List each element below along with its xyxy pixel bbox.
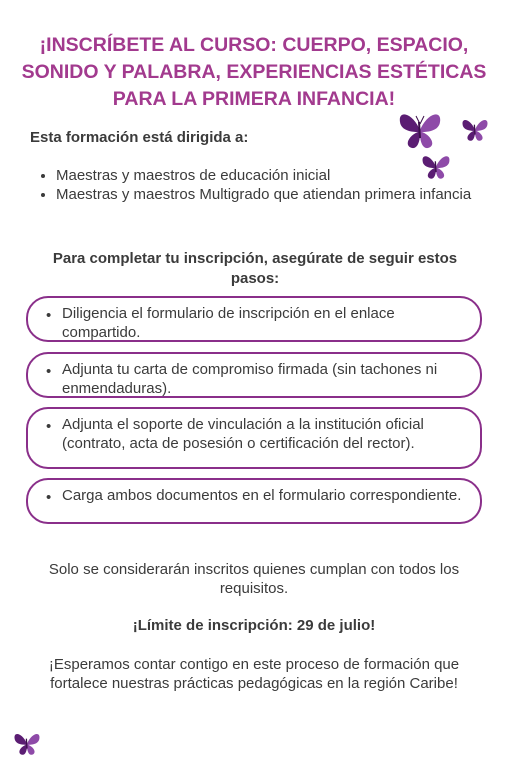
bullet-icon: • (46, 418, 52, 435)
step-text: Diligencia el formulario de inscripción en el enlace compartido. (62, 305, 395, 341)
bullet-icon: • (46, 307, 52, 324)
closing-text: ¡Esperamos contar contigo en este proceso de formación que fortalece nuestras prácticas pedagógicas en la región Caribe! (48, 656, 460, 692)
step-item (26, 407, 482, 469)
step-text: Adjunta el soporte de vinculación a la institución oficial (contrato, acta de posesión o certificación del rector). (62, 416, 424, 452)
requirements-notice: Solo se considerarán inscritos quienes cumplan con todos los requisitos. (48, 561, 460, 597)
step-item (26, 296, 482, 342)
list-item: • Maestras y maestros de educación inicial (56, 166, 508, 185)
page-title: ¡INSCRÍBETE AL CURSO: CUERPO, ESPACIO, SONIDO Y PALABRA, EXPERIENCIAS ESTÉTICAS PARA LA PRIMERA INFANCIA! (21, 34, 487, 110)
butterfly-icon (12, 730, 42, 756)
step-item (26, 478, 482, 524)
steps-heading: Para completar tu inscripción, asegúrate de seguir estos pasos: (52, 250, 458, 287)
deadline-text: ¡Límite de inscripción: 29 de julio! (132, 617, 376, 634)
step-item (26, 352, 482, 398)
bullet-icon: • (46, 363, 52, 380)
butterfly-icon (396, 108, 444, 150)
audience-heading: Esta formación está dirigida a: (30, 129, 249, 146)
step-text: Adjunta tu carta de compromiso firmada (sin tachones ni enmendaduras). (62, 361, 438, 397)
list-item: • Maestras y maestros Multigrado que atiendan primera infancia (56, 185, 508, 204)
audience-list (38, 166, 508, 204)
step-text: Carga ambos documentos en el formulario correspondiente. (62, 487, 462, 504)
bullet-icon: • (46, 489, 52, 506)
butterfly-icon (460, 116, 490, 142)
